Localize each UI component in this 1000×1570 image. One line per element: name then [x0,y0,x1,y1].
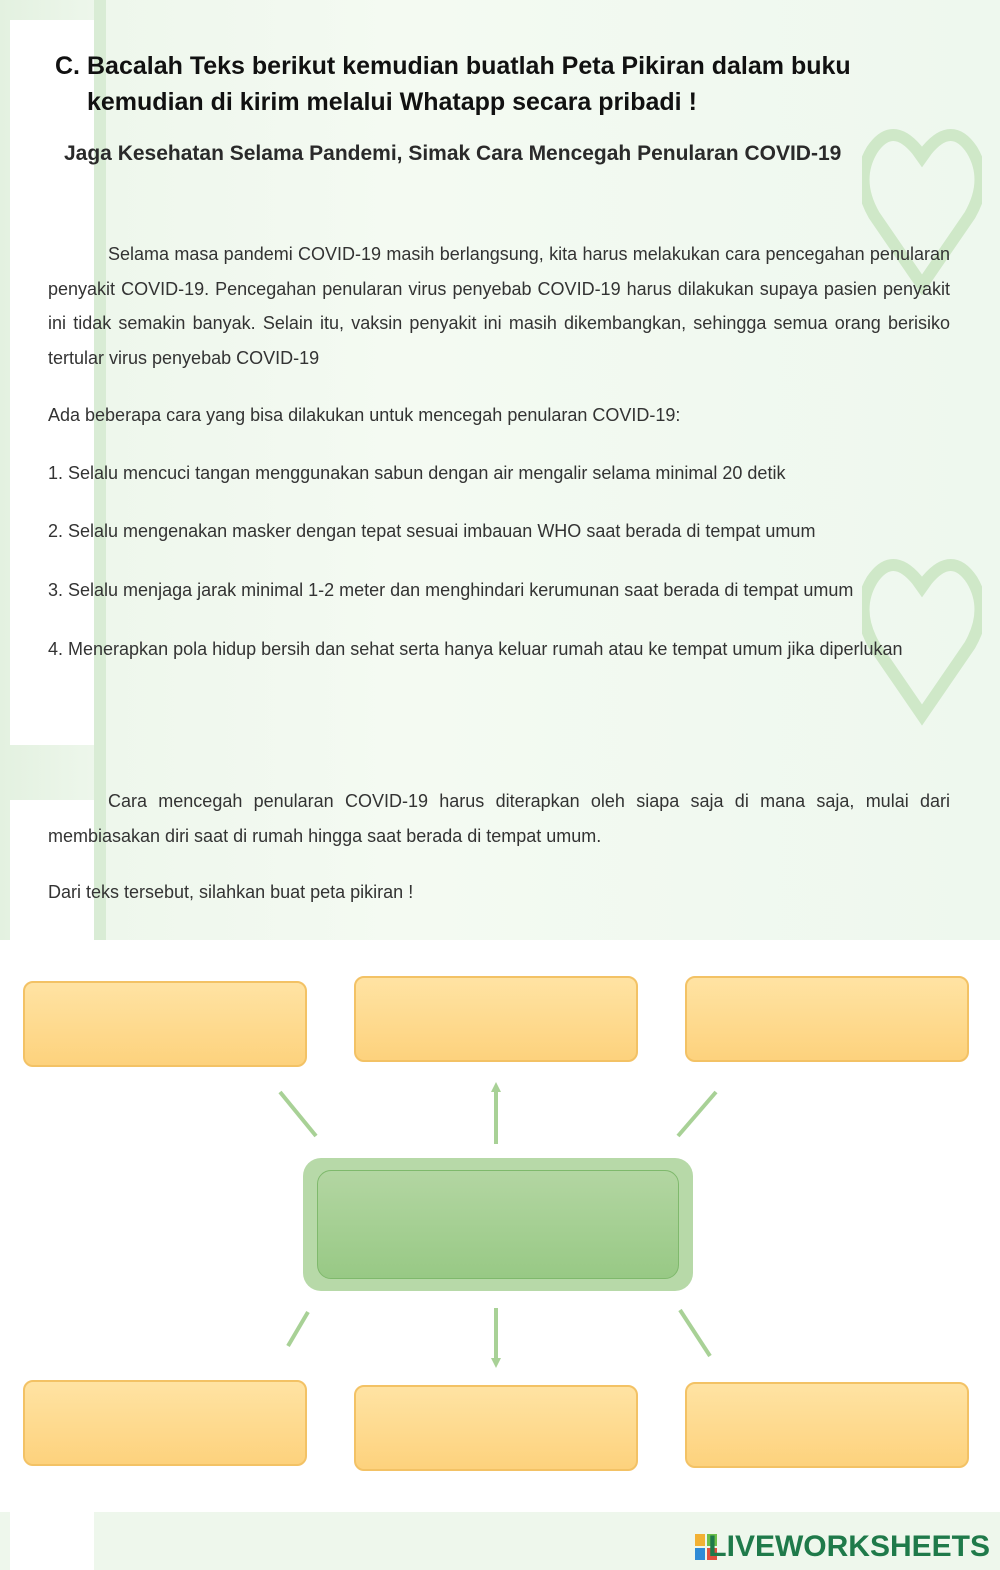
list-item: 2. Selalu mengenakan masker dengan tepat sesuai imbauan WHO saat berada di tempat umum [48,521,816,541]
brand-logo: LIVEWORKSHEETS [708,1530,990,1563]
answer-box-top-right[interactable] [685,976,969,1062]
footer-stripe [10,1512,94,1570]
article-title: Jaga Kesehatan Selama Pandemi, Simak Cara Mencegah Penularan COVID-19 [64,142,842,165]
list-item: 4. Menerapkan pola hidup bersih dan sehat serta hanya keluar rumah atau ke tempat umum jika diperlukan [48,639,903,659]
arrow-down-icon [491,1358,501,1368]
section-letter: C. [55,52,80,80]
answer-box-bottom-right[interactable] [685,1382,969,1468]
list-item: 3. Selalu menjaga jarak minimal 1-2 meter dan menghindari kerumunan saat berada di tempat umum [48,580,854,600]
answer-box-bottom-left[interactable] [23,1380,307,1466]
answer-box-bottom-center[interactable] [354,1385,638,1471]
connector-line [678,1092,716,1136]
instruction-text: Bacalah Teks berikut kemudian buatlah Peta Pikiran dalam buku kemudian di kirim melalui Whatapp secara pribadi ! [87,52,851,116]
instruction-line: Dari teks tersebut, silahkan buat peta pikiran ! [48,882,414,902]
list-intro: Ada beberapa cara yang bisa dilakukan untuk mencegah penularan COVID-19: [48,405,681,425]
mindmap-connectors [0,1070,1000,1380]
answer-box-top-center[interactable] [354,976,638,1062]
connector-line [680,1310,710,1356]
closing-paragraph: Cara mencegah penularan COVID-19 harus diterapkan oleh siapa saja di mana saja, mulai dari membiasakan diri saat di rumah hingga saat berada di tempat umum. [48,791,950,846]
heart-decoration-icon [862,510,982,740]
arrow-up-icon [491,1082,501,1092]
connector-line [280,1092,316,1136]
list-item: 1. Selalu mencuci tangan menggunakan sabun dengan air mengalir selama minimal 20 detik [48,463,786,483]
answer-box-top-left[interactable] [23,981,307,1067]
connector-line [288,1312,308,1346]
intro-paragraph: Selama masa pandemi COVID-19 masih berlangsung, kita harus melakukan cara pencegahan penularan penyakit COVID-19. Pencegahan penularan virus penyebab COVID-19 harus dilakukan supaya pasien penyakit ini tidak semakin banyak. Selain itu, vaksin penyakit ini masih dikembangkan, sehingga semua orang berisiko tertular virus penyebab COVID-19 [48,244,950,368]
instruction-heading [55,48,955,120]
